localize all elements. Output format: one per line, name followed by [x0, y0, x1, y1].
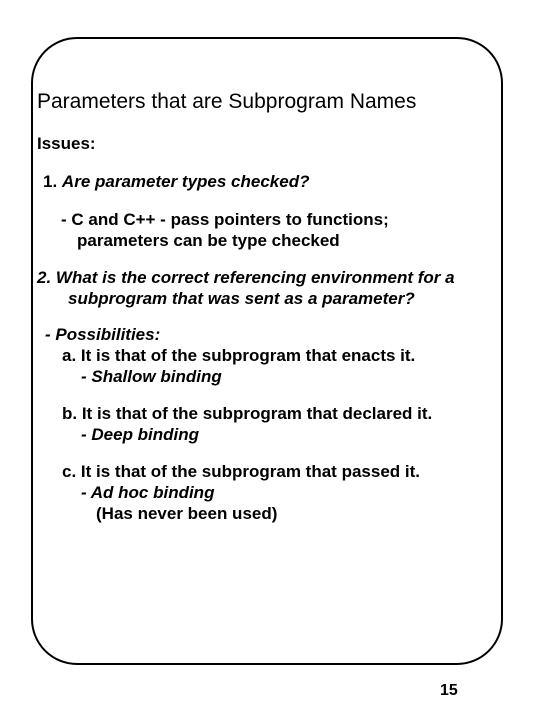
possibilities-label: - Possibilities: — [45, 325, 161, 344]
question-1-answer-line-2: parameters can be type checked — [77, 231, 340, 250]
possibility-b: b. It is that of the subprogram that declared it. — [62, 404, 433, 423]
question-1-answer-line-1: - C and C++ - pass pointers to functions; — [61, 210, 389, 229]
possibility-a-binding: - Shallow binding — [81, 367, 222, 386]
question-1-text: Are parameter types checked? — [61, 172, 310, 191]
possibility-b-binding: - Deep binding — [81, 425, 200, 444]
question-2-line-2: subprogram that was sent as a parameter? — [68, 289, 415, 308]
possibility-c: c. It is that of the subprogram that passed it. — [62, 462, 420, 481]
slide-title: Parameters that are Subprogram Names — [37, 90, 417, 113]
possibility-c-note: (Has never been used) — [96, 504, 278, 523]
question-1-number: 1. — [43, 172, 58, 191]
issues-label: Issues: — [37, 134, 96, 153]
question-2-line-1: 2. What is the correct referencing environment for a — [37, 268, 455, 287]
page-number: 15 — [440, 682, 458, 699]
possibility-c-binding: - Ad hoc binding — [81, 483, 215, 502]
possibility-a: a. It is that of the subprogram that enacts it. — [62, 346, 416, 365]
question-1 — [43, 172, 309, 192]
